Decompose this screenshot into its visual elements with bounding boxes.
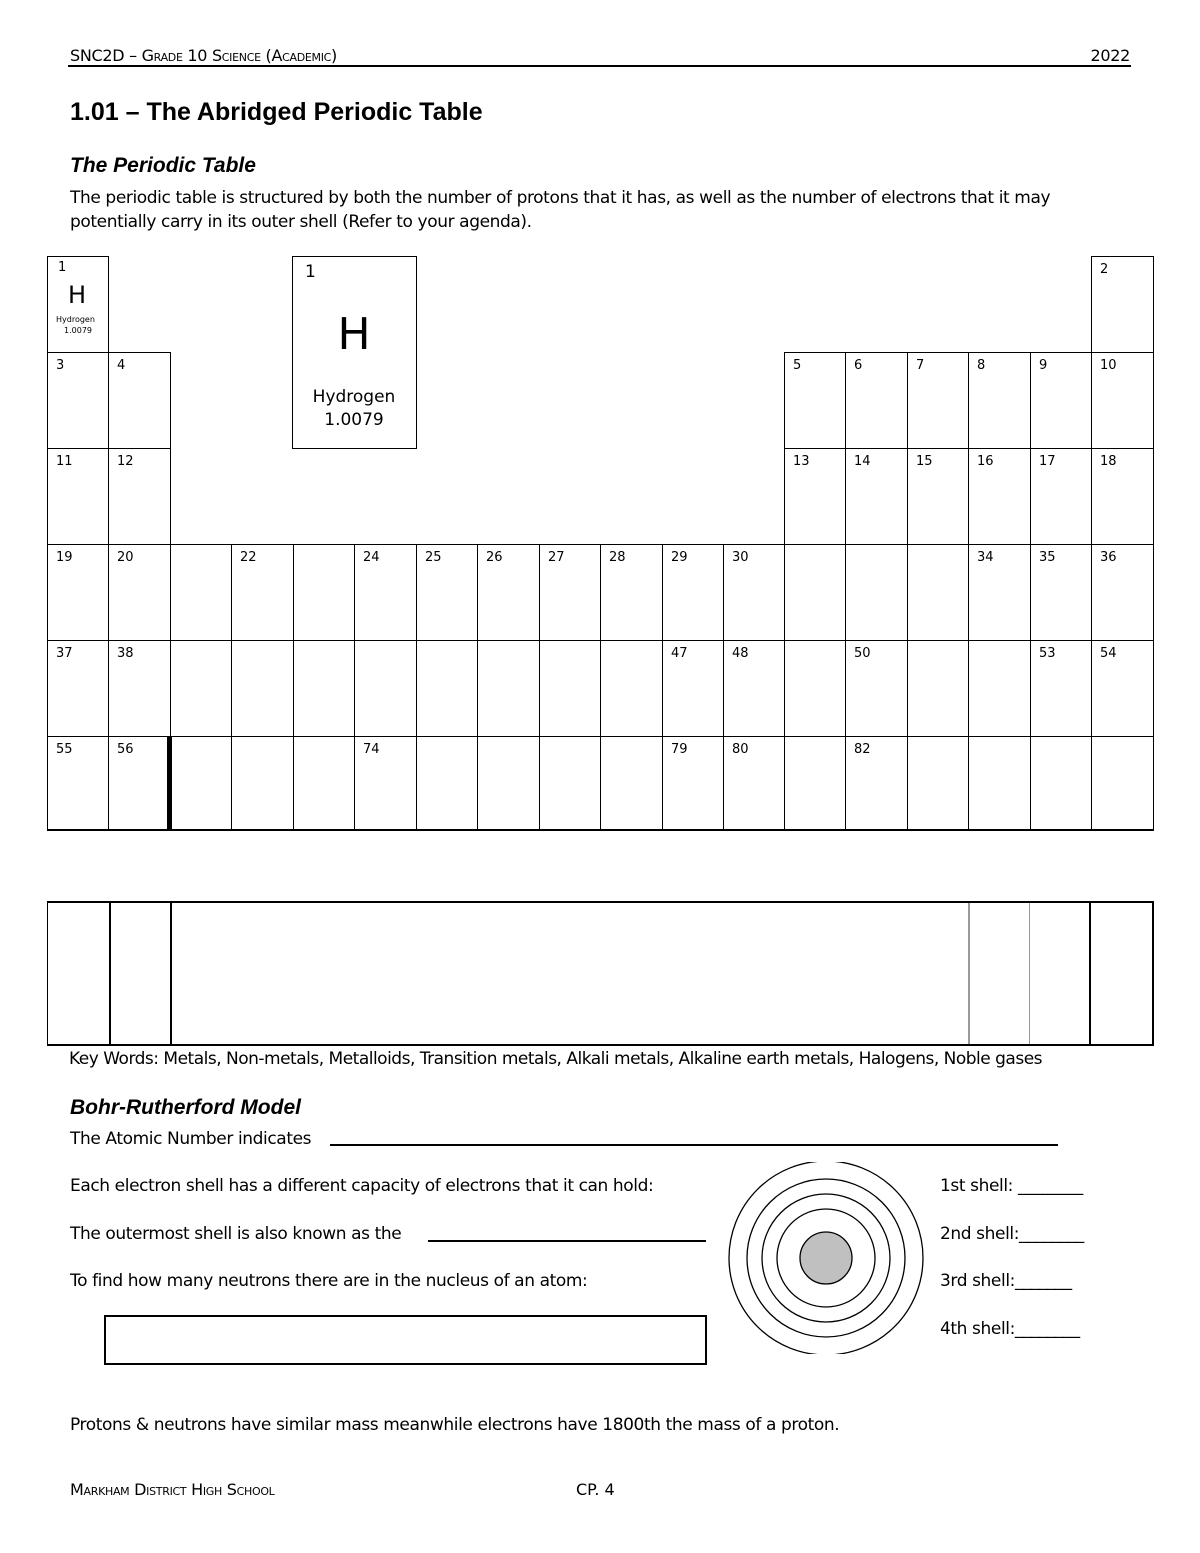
element-cell — [845, 736, 908, 831]
element-cell — [293, 544, 355, 641]
cell-number: 54 — [1100, 646, 1117, 661]
cell-number: 2 — [1100, 262, 1109, 277]
element-cell — [662, 640, 724, 737]
neutrons-text: To find how many neutrons there are in the nucleus of an atom: — [70, 1271, 588, 1291]
element-cell — [723, 640, 785, 737]
element-cell — [47, 544, 109, 641]
outermost-text: The outermost shell is also known as the — [70, 1224, 402, 1244]
element-cell — [1091, 736, 1154, 831]
element-cell — [845, 352, 908, 449]
cell-number: 8 — [977, 358, 986, 373]
element-cell — [1030, 640, 1092, 737]
cell-number: 1 — [58, 260, 67, 275]
element-cell — [784, 544, 846, 641]
bohr-heading: Bohr-Rutherford Model — [70, 1096, 301, 1119]
cell-number: 12 — [117, 454, 134, 469]
cell-number: 26 — [486, 550, 503, 565]
element-cell — [1030, 544, 1092, 641]
element-cell — [108, 352, 171, 449]
cell-number: 24 — [363, 550, 380, 565]
legend-box-4 — [1029, 903, 1090, 1044]
element-cell — [539, 736, 601, 831]
cell-number: 20 — [117, 550, 134, 565]
intro-line-2: potentially carry in its outer shell (Refer to your agenda). — [70, 212, 532, 232]
element-cell — [416, 736, 478, 831]
element-cell — [231, 640, 294, 737]
element-cell — [784, 736, 846, 831]
legend-box-2 — [109, 903, 172, 1044]
cell-number: 3 — [56, 358, 65, 373]
cell-number: 36 — [1100, 550, 1117, 565]
element-cell — [600, 736, 663, 831]
element-cell — [47, 736, 109, 831]
element-cell — [416, 640, 478, 737]
element-cell — [723, 544, 785, 641]
element-cell — [477, 640, 540, 737]
cell-hydrogen-small — [47, 256, 109, 353]
element-cell — [477, 544, 540, 641]
element-cell — [170, 640, 232, 737]
element-cell — [1091, 448, 1154, 545]
cell-number: 80 — [732, 742, 749, 757]
shell-3-label: 3rd shell:_______ — [940, 1271, 1072, 1291]
element-cell — [1091, 544, 1154, 641]
element-cell — [1091, 352, 1154, 449]
element-cell — [968, 736, 1031, 831]
cell-number: 4 — [117, 358, 126, 373]
cell-number: 19 — [56, 550, 73, 565]
cell-number: 79 — [671, 742, 688, 757]
element-cell — [968, 448, 1031, 545]
page-title: 1.01 – The Abridged Periodic Table — [70, 98, 483, 126]
nucleus — [800, 1232, 852, 1284]
course-header: SNC2D – Grade 10 Science (Academic) — [70, 46, 337, 65]
element-mass: 1.0079 — [324, 410, 384, 430]
element-cell — [47, 640, 109, 737]
element-cell — [167, 736, 232, 831]
cell-number: 15 — [916, 454, 933, 469]
element-name: Hydrogen — [312, 387, 396, 407]
element-cell — [662, 736, 724, 831]
cell-number: 6 — [854, 358, 863, 373]
shell-4-label: 4th shell:________ — [940, 1319, 1080, 1339]
element-cell — [170, 544, 232, 641]
cell-number: 25 — [425, 550, 442, 565]
cell-number: 13 — [793, 454, 810, 469]
element-cell — [845, 448, 908, 545]
element-cell — [600, 640, 663, 737]
cell-number: 18 — [1100, 454, 1117, 469]
cell-number: 27 — [548, 550, 565, 565]
cell-number: 37 — [56, 646, 73, 661]
header-year: 2022 — [1090, 46, 1130, 65]
element-cell — [784, 448, 846, 545]
cell-number: 47 — [671, 646, 688, 661]
element-cell — [47, 448, 109, 545]
element-cell — [231, 544, 294, 641]
cell-number: 11 — [56, 454, 73, 469]
cell-number: 5 — [793, 358, 802, 373]
cell-number: 29 — [671, 550, 688, 565]
shell-2-label: 2nd shell:________ — [940, 1224, 1084, 1244]
element-cell — [723, 736, 785, 831]
element-cell — [968, 352, 1031, 449]
cell-number: 82 — [854, 742, 871, 757]
element-cell — [662, 544, 724, 641]
cell-number: 35 — [1039, 550, 1056, 565]
element-cell — [293, 736, 355, 831]
element-cell — [968, 640, 1031, 737]
element-cell — [845, 640, 908, 737]
outermost-answer-line[interactable] — [428, 1240, 706, 1242]
cell-number: 55 — [56, 742, 73, 757]
element-mass: 1.0079 — [64, 326, 92, 335]
cell-number: 56 — [117, 742, 134, 757]
cell-number: 34 — [977, 550, 994, 565]
element-symbol: H — [337, 309, 371, 360]
element-cell — [907, 448, 969, 545]
element-cell — [293, 640, 355, 737]
cell-number: 48 — [732, 646, 749, 661]
atomic-number-text: The Atomic Number indicates — [70, 1129, 312, 1149]
cell-number: 53 — [1039, 646, 1056, 661]
element-cell — [354, 544, 417, 641]
neutrons-answer-box[interactable] — [104, 1315, 707, 1365]
legend-box-5 — [1089, 903, 1153, 1044]
element-cell — [354, 736, 417, 831]
element-name: Hydrogen — [56, 315, 95, 324]
legend-strip — [47, 901, 1154, 1046]
element-cell — [231, 736, 294, 831]
element-cell — [600, 544, 663, 641]
element-cell — [968, 544, 1031, 641]
element-symbol: H — [68, 281, 87, 309]
legend-box-3 — [968, 903, 1030, 1044]
element-cell — [907, 640, 969, 737]
cell-number: 17 — [1039, 454, 1056, 469]
bohr-diagram — [726, 1162, 926, 1354]
capacity-text: Each electron shell has a different capacity of electrons that it can hold: — [70, 1176, 654, 1196]
cell-hydrogen-large — [292, 256, 417, 449]
shell-1-label: 1st shell: ________ — [940, 1176, 1083, 1196]
cell-number: 9 — [1039, 358, 1048, 373]
element-cell — [907, 544, 969, 641]
element-cell — [416, 544, 478, 641]
element-cell — [477, 736, 540, 831]
atomic-number-prompt — [70, 1128, 311, 1150]
cell-number: 1 — [305, 262, 316, 282]
element-cell — [907, 736, 969, 831]
cell-number: 74 — [363, 742, 380, 757]
cell-number: 7 — [916, 358, 925, 373]
element-cell — [845, 544, 908, 641]
element-cell — [539, 640, 601, 737]
element-cell — [907, 352, 969, 449]
atomic-number-answer-line[interactable] — [330, 1144, 1058, 1146]
mass-note: Protons & neutrons have similar mass meanwhile electrons have 1800th the mass of a proton. — [70, 1415, 840, 1435]
cell-number: 30 — [732, 550, 749, 565]
element-cell — [1091, 256, 1154, 353]
element-cell — [354, 640, 417, 737]
element-cell — [539, 544, 601, 641]
element-cell — [1030, 736, 1092, 831]
element-cell — [1030, 448, 1092, 545]
element-cell — [108, 640, 171, 737]
legend-box-1 — [48, 903, 111, 1044]
element-cell — [108, 448, 171, 545]
cell-number: 28 — [609, 550, 626, 565]
element-cell — [47, 352, 109, 449]
cell-number: 50 — [854, 646, 871, 661]
cell-number: 38 — [117, 646, 134, 661]
intro-line-1: The periodic table is structured by both the number of protons that it has, as well as the number of electrons that it may — [70, 188, 1051, 208]
cell-number: 14 — [854, 454, 871, 469]
element-cell — [784, 352, 846, 449]
key-words: Key Words: Metals, Non-metals, Metalloids, Transition metals, Alkali metals, Alkaline earth metals, Halogens, Noble gases — [69, 1049, 1043, 1069]
periodic-heading: The Periodic Table — [70, 154, 256, 177]
cell-number: 16 — [977, 454, 994, 469]
cell-number: 22 — [240, 550, 257, 565]
element-cell — [108, 544, 171, 641]
cell-number: 10 — [1100, 358, 1117, 373]
element-cell — [108, 736, 171, 831]
footer-page: CP. 4 — [576, 1480, 615, 1499]
element-cell — [1091, 640, 1154, 737]
footer-school: Markham District High School — [70, 1480, 275, 1499]
element-cell — [784, 640, 846, 737]
element-cell — [1030, 352, 1092, 449]
